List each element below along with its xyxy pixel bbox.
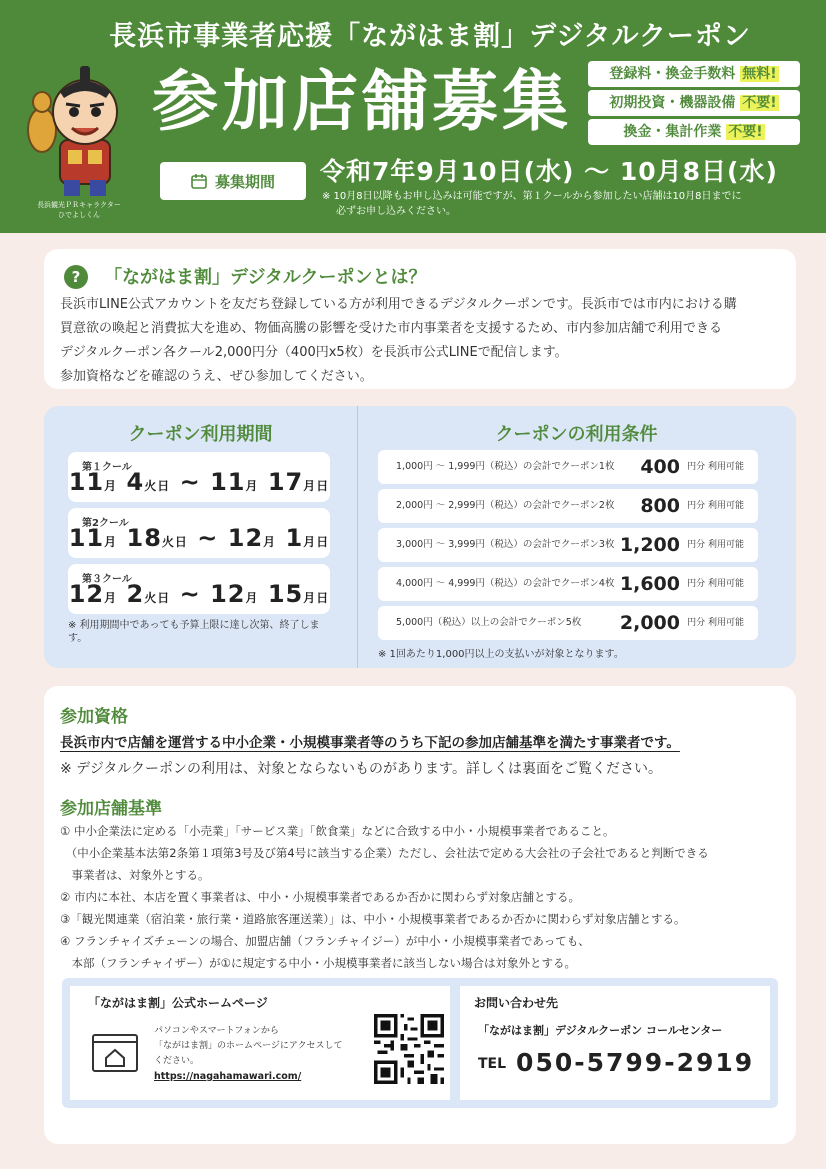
- criteria-line: ③「観光関連業（宿泊業・旅行業・道路旅客運送業）」は、中小・小規模事業者であるか否かに関わらず対象店舗とする。: [60, 912, 686, 926]
- kuru-3: 第３クール 12月 2火日 ~ 12月 15月日: [68, 564, 330, 614]
- inquiry-title: お問い合わせ先: [474, 996, 559, 1010]
- kuru-2: 第2クール 11月 18火日 ~ 12月 1月日: [68, 508, 330, 558]
- period-label: 募集期間: [214, 172, 275, 191]
- criteria-line: （中小企業基本法第2条第１項第3号及び第4号に該当する企業）ただし、会社法で定める大会社の子会社であると判断できる: [60, 846, 709, 860]
- benefit-pill-fee: 登録料・換金手数料 無料!: [588, 61, 800, 87]
- mascot-caption: 長浜観光ＰＲキャラクター ひでよしくん: [37, 201, 121, 219]
- homepage-link[interactable]: https://nagahamawari.com/: [154, 1071, 302, 1082]
- coupon-period-title: クーポン利用期間: [128, 424, 273, 445]
- condition-row: 1,000円 ～ 1,999円（税込）の会計でクーポン1枚 400 円分 利用可能: [378, 450, 758, 484]
- about-title: 「ながはま割」デジタルクーポンとは？: [104, 267, 427, 288]
- phone-number[interactable]: TEL 050-5799-2919: [478, 1048, 755, 1077]
- benefit-pill-equipment: 初期投資・機器設備 不要!: [588, 90, 800, 116]
- question-icon: ?: [64, 265, 88, 289]
- call-center-name: 「ながはま割」デジタルクーポン コールセンター: [478, 1024, 723, 1037]
- criteria-title: 参加店舗基準: [60, 799, 162, 819]
- condition-row: 4,000円 ～ 4,999円（税込）の会計でクーポン4枚 1,600 円分 利用可能: [378, 567, 758, 601]
- period-note: ※ 10月8日以降もお申し込みは可能ですが、第１クールから参加したい店舗は10月8日までに 必ずお申し込みください。: [322, 191, 742, 217]
- condition-row: 3,000円 ～ 3,999円（税込）の会計でクーポン3枚 1,200 円分 利用可能: [378, 528, 758, 562]
- period-note: ※ 利用期間中であっても予算上限に達し次第、終了します。: [68, 620, 320, 644]
- about-body: 長浜市LINE公式アカウントを友だち登録している方が利用できるデジタルクーポンです。長浜市では市内における購 買意欲の喚起と消費拡大を進め、物価高騰の影響を受けた市内事業者を支援するため、市内参加店舗で利用できる デジタルクーポン各クール2,000円分（400円x5枚）を長浜市公式LINEで配信します。 参加資格などを確認のうえ、ぜひ参加してください。: [60, 297, 737, 384]
- eligibility-summary: 長浜市内で店舗を運営する中小企業・小規模事業者等のうち下記の参加店舗基準を満たす事業者です。: [60, 735, 680, 751]
- header-title: 長浜市事業者応援「ながはま割」デジタルクーポン: [109, 21, 751, 52]
- criteria-line: 本部（フランチャイザー）が①に規定する中小・小規模事業者に該当しない場合は対象外とする。: [60, 956, 576, 970]
- recruitment-title: 参加店舗募集: [152, 63, 572, 140]
- coupon-info-card: [44, 406, 796, 668]
- mascot-illustration: [22, 60, 144, 200]
- about-card: [44, 249, 796, 389]
- eligibility-card: [44, 686, 796, 1144]
- website-home-icon: [92, 1034, 138, 1072]
- criteria-line: ④ フランチャイズチェーンの場合、加盟店舗（フランチャイジー）が中小・小規模事業者であっても、: [60, 934, 590, 948]
- conditions-title: クーポンの利用条件: [495, 424, 658, 445]
- criteria-list: [60, 820, 790, 974]
- criteria-line: 事業者は、対象外とする。: [60, 868, 210, 882]
- criteria-line: ② 市内に本社、本店を置く事業者は、中小・小規模事業者であるか否かに関わらず対象店舗とする。: [60, 890, 580, 904]
- calendar-icon: [191, 173, 207, 189]
- contact-section: [62, 978, 778, 1108]
- period-dates: 令和7年9月10日(水) 〜 10月8日(水): [320, 157, 778, 186]
- eligibility-note: ※ デジタルクーポンの利用は、対象とならないものがあります。詳しくは裏面をご覧ください。: [60, 761, 662, 777]
- condition-row: 2,000円 ～ 2,999円（税込）の会計でクーポン2枚 800 円分 利用可能: [378, 489, 758, 523]
- conditions-note: ※ 1回あたり1,000円以上の支払いが対象となります。: [378, 649, 624, 660]
- condition-row: 5,000円（税込）以上の会計でクーポン5枚 2,000 円分 利用可能: [378, 606, 758, 640]
- homepage-description: パソコンやスマートフォンから 「ながはま割」のホームページにアクセスして ください。: [154, 1026, 343, 1066]
- homepage-title: 「ながはま割」公式ホームページ: [88, 996, 268, 1010]
- eligibility-title: 参加資格: [60, 707, 128, 727]
- homepage-box: [70, 986, 450, 1100]
- kuru-1: 第１クール 11月 4火日 ~ 11月 17月日: [68, 452, 330, 502]
- header-banner: [0, 0, 826, 233]
- criteria-line: ① 中小企業法に定める「小売業」「サービス業」「飲食業」などに合致する中小・小規模事業者であること。: [60, 824, 615, 838]
- qr-code[interactable]: [374, 1014, 444, 1084]
- inquiry-box: [460, 986, 770, 1100]
- period-label-box: [160, 162, 306, 200]
- benefit-pill-work: 換金・集計作業 不要!: [588, 119, 800, 145]
